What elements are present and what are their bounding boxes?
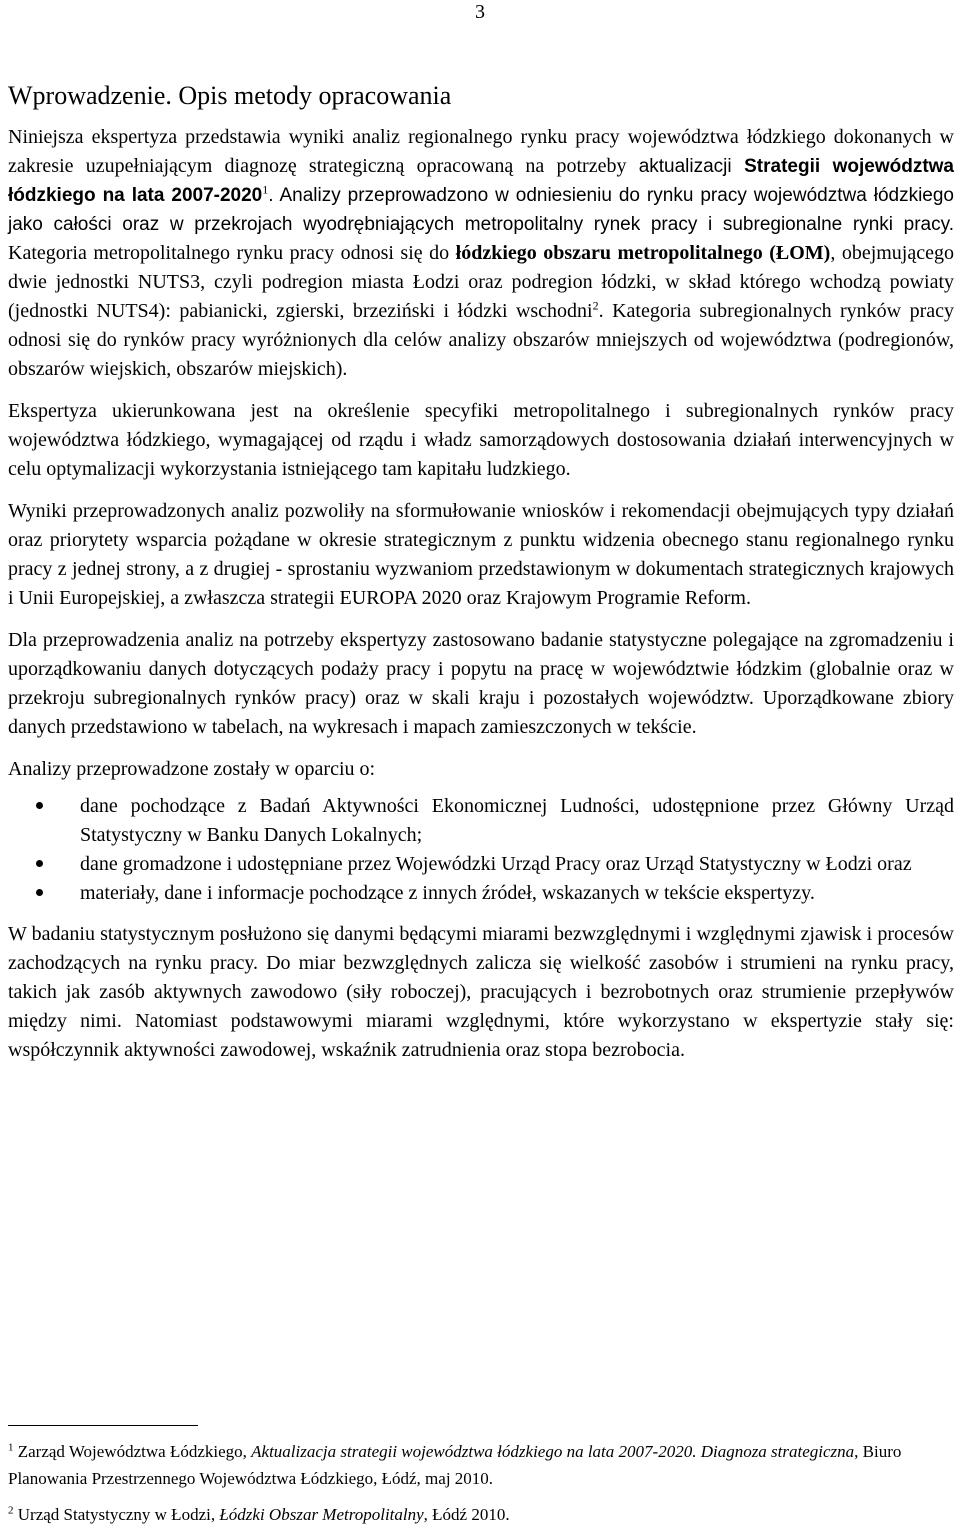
paragraph-sources-intro: Analizy przeprowadzone zostały w oparciu o: <box>8 758 376 780</box>
footnote-text: , Biuro Planowania Przestrzennego Województwa Łódzkiego, Łódź, maj 2010. <box>8 1442 902 1488</box>
list-item-text: dane pochodzące z Badań Aktywności Ekonomicznej Ludności, udostępnione przez Główny Urząd Statystyczny w Banku Danych Lokalnych; <box>80 795 954 846</box>
intro-text-5: Kategoria metropolitalnego rynku pracy odnosi się do <box>8 242 456 264</box>
list-item-text: materiały, dane i informacje pochodzące z innych źródeł, wskazanych w tekście ekspertyzy. <box>80 882 815 904</box>
footnote-text: , Łódź 2010. <box>423 1505 510 1524</box>
list-item-text: dane gromadzone i udostępniane przez Wojewódzki Urząd Pracy oraz Urząd Statystyczny w Łodzi oraz <box>80 853 912 875</box>
bullet-icon <box>36 860 43 867</box>
list-item <box>8 879 954 908</box>
list-item <box>8 792 954 850</box>
sources-list <box>8 792 954 908</box>
footnote-1 <box>8 1438 954 1492</box>
intro-text-7: , obejmującego dwie jednostki NUTS3, czyli podregion miasta Łodzi oraz podregion łódzki, w skład którego wchodzą powiaty (jednostki NUTS4): pabianicki, zgierski, brzeziński i łódzki wschodni <box>8 242 954 322</box>
footnote-title: Aktualizacja strategii województwa łódzkiego na lata 2007-2020. Diagnoza strategiczna <box>251 1442 855 1461</box>
footnote-number: 2 <box>8 1504 14 1517</box>
paragraph-method: Dla przeprowadzenia analiz na potrzeby ekspertyzy zastosowano badanie statystyczne polegające na zgromadzeniu i uporządkowaniu danych dotyczących podaży pracy i popytu na pracę w województwie łódzkim (globalnie oraz w przekroju subregionalnych rynków pracy) oraz w skali kraju i pozostałych województw. Uporządkowane zbiory danych przedstawiono w tabelach, na wykresach i mapach zamieszczonych w tekście. <box>8 629 954 738</box>
section-heading: Wprowadzenie. Opis metody opracowania <box>8 81 452 110</box>
list-item <box>8 850 954 879</box>
bullet-icon <box>36 802 43 809</box>
footnote-ref-1[interactable]: 1 <box>262 182 269 197</box>
intro-text-8: . Kategoria subregionalnych rynków pracy odnosi się do rynków pracy wyróżnionych dla celów analizy obszarów mniejszych od województwa (podregionów, obszarów wiejskich, obszarów miejskich). <box>8 300 954 380</box>
lom-term: łódzkiego obszaru metropolitalnego (ŁOM) <box>455 242 831 264</box>
document-body <box>8 76 954 1078</box>
intro-text-1: Niniejsza ekspertyza przedstawia wyniki analiz regionalnego rynku pracy województwa łódzkiego dokonanych w zakresie uzupełniającym diagnozę strategiczną opracowaną na potrzeby <box>8 126 954 177</box>
footnote-text: Zarząd Województwa Łódzkiego, <box>13 1442 252 1461</box>
footnote-separator <box>8 1425 198 1426</box>
intro-text-2: aktualizacji <box>638 156 745 177</box>
paragraph-intro <box>8 123 954 384</box>
intro-text-4: . Analizy przeprowadzono w odniesieniu do rynku pracy województwa łódzkiego jako całości oraz w przekrojach wyodrębniających metropolitalny rynek pracy i subregionalne rynki pracy. <box>8 185 954 235</box>
paragraph-measures: W badaniu statystycznym posłużono się danymi będącymi miarami bezwzględnymi i względnymi zjawisk i procesów zachodzących na rynku pracy. Do miar bezwzględnych zalicza się wielkość zasobów i strumieni na rynku pracy, takich jak zasób aktywnych zawodowo (siły roboczej), pracujących i bezrobotnych oraz strumienie przepływów między nimi. Natomiast podstawowymi miarami względnymi, które wykorzystano w ekspertyzie stały się: współczynnik aktywności zawodowej, wskaźnik zatrudnienia oraz stopa bezrobocia. <box>8 923 954 1061</box>
footnote-ref-2[interactable]: 2 <box>592 298 599 313</box>
footnote-number: 1 <box>8 1441 14 1454</box>
paragraph-results: Wyniki przeprowadzonych analiz pozwoliły na sformułowanie wniosków i rekomendacji obejmujących typy działań oraz priorytety wsparcia pożądane w okresie strategicznym z punktu widzenia obecnego stanu regionalnego rynku pracy z jednej strony, a z drugiej - sprostaniu wyzwaniom przedstawionym w dokumentach strategicznych krajowych i Unii Europejskiej, a zwłaszcza strategii EUROPA 2020 oraz Krajowym Programie Reform. <box>8 500 954 609</box>
footnote-title: Łódzki Obszar Metropolitalny <box>219 1505 424 1524</box>
bullet-icon <box>36 889 43 896</box>
footnotes <box>8 1438 954 1537</box>
footnote-2 <box>8 1501 954 1528</box>
footnote-text: Urząd Statystyczny w Łodzi, <box>13 1505 220 1524</box>
paragraph-focus: Ekspertyza ukierunkowana jest na określenie specyfiki metropolitalnego i subregionalnych rynków pracy województwa łódzkiego, wymagającej od rządu i władz samorządowych dostosowania działań interwencyjnych w celu optymalizacji wykorzystania istniejącego tam kapitału ludzkiego. <box>8 400 954 480</box>
strategy-title: Strategii województwa łódzkiego na lata 2007-2020 <box>8 156 955 206</box>
page-number: 3 <box>475 1 485 23</box>
